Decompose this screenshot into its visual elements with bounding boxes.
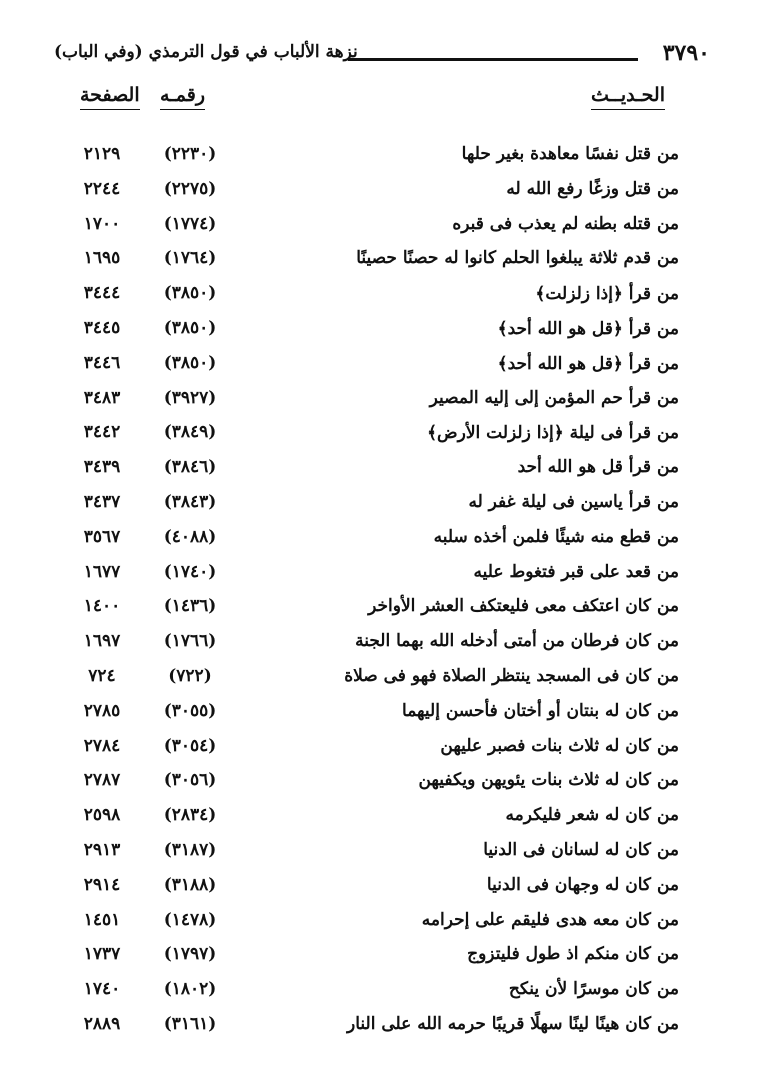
hadith-text: من كان هينًا لينًا سهلًا قريبًا حرمه الله على النار [347,1013,679,1034]
hadith-text: من قرأ ﴿إذا زلزلت﴾ [535,284,679,305]
hadith-text: من كان له وجهان فى الدنيا [486,874,679,895]
hadith-number: (٤٠٨٨) [163,526,217,547]
hadith-number: (٣١٨٨) [163,874,217,895]
hadith-text: من كان له ثلاث بنات فصبر عليهن [440,735,679,756]
index-entry [0,490,757,525]
page-reference: ٢٩١٣ [83,839,121,860]
hadith-text: من قدم ثلاثة يبلغوا الحلم كانوا له حصنًا حصينًا [356,248,679,269]
index-entry [0,873,757,908]
hadith-text: من قتل وزغًا رفع الله له [506,178,679,199]
header-rule [348,58,638,61]
index-entry [0,455,757,490]
hadith-number: (٢٨٣٤) [163,805,217,826]
hadith-number: (٧٢٢) [168,665,212,686]
hadith-number: (٢٢٣٠) [163,144,217,164]
index-entry [0,142,757,177]
index-entry [0,246,757,281]
page-reference: ٣٤٤٦ [83,352,121,373]
hadith-text: من قطع منه شيئًا فلمن أخذه سلبه [433,526,679,547]
hadith-number: (١٧٦٤) [163,248,217,269]
page-reference: ٣٤٤٢ [83,422,121,443]
hadith-text: من قرأ ﴿قل هو الله أحد﴾ [497,318,679,339]
hadith-number: (٣٨٤٣) [163,491,217,512]
index-entry [0,386,757,421]
hadith-number: (٣٨٥٠) [163,283,217,304]
page-reference: ٧٢٤ [88,665,116,686]
page-reference: ١٧٠٠ [83,213,121,234]
column-heading-number: رقمـه [160,84,205,110]
hadith-number: (٣٨٤٦) [163,457,217,478]
index-entry [0,908,757,943]
hadith-text: من قعد على قبر فتغوط عليه [473,561,679,582]
page-reference: ٢٥٩٨ [83,805,121,826]
index-entry [0,420,757,455]
hadith-number: (٣٨٥٠) [163,317,217,338]
hadith-number: (٣٩٢٧) [163,387,217,408]
index-entry [0,560,757,595]
page-reference: ٢٢٤٤ [83,178,121,199]
book-title: نزهة الألباب في قول الترمذي (وفي الباب) [54,42,358,62]
hadith-text: من كان موسرًا لأن ينكح [508,979,679,1000]
hadith-number: (٣٠٥٤) [163,735,217,756]
hadith-number: (١٤٣٦) [163,596,217,617]
hadith-text: من كان اعتكف معى فليعتكف العشر الأواخر [368,596,679,617]
index-entry [0,768,757,803]
hadith-number: (٣٠٥٥) [163,700,217,721]
page-reference: ٢٨٨٩ [83,1013,121,1034]
hadith-text: من قرأ ياسين فى ليلة غفر له [468,491,679,512]
hadith-number: (١٧٧٤) [163,213,217,234]
page-reference: ٣٤٣٧ [83,491,121,512]
page-reference: ٢٧٨٧ [83,770,121,791]
hadith-number: (٣١٨٧) [163,839,217,860]
hadith-text: من كان فرطان من أمتى أدخله الله بهما الجنة [355,631,679,652]
hadith-text: من قتله بطنه لم يعذب فى قبره [452,213,679,234]
index-entry [0,803,757,838]
page-reference: ٣٥٦٧ [83,526,121,547]
hadith-number: (١٧٤٠) [163,561,217,582]
page-reference: ١٦٧٧ [83,561,121,582]
page-reference: ١٦٩٥ [83,248,121,269]
index-entry [0,525,757,560]
running-header [40,40,710,74]
index-entry [0,629,757,664]
index-entry [0,281,757,316]
index-entries [0,142,757,1047]
page-reference: ١٤٠٠ [83,596,121,617]
hadith-number: (٣٨٥٠) [163,352,217,373]
hadith-text: من قرأ ﴿قل هو الله أحد﴾ [497,353,679,374]
hadith-text: من كان له ثلاث بنات يئويهن ويكفيهن [418,770,679,791]
hadith-text: من كان له لسانان فى الدنيا [483,839,679,860]
index-entry [0,212,757,247]
page-reference: ٣٤٨٣ [83,387,121,408]
hadith-number: (٢٢٧٥) [163,178,217,199]
page-reference: ١٧٤٠ [83,979,121,1000]
page-reference: ٢٧٨٥ [83,700,121,721]
index-entry [0,177,757,212]
hadith-text: من كان منكم اذ طول فليتزوج [467,944,679,965]
hadith-text: من كان له شعر فليكرمه [505,805,679,826]
page-reference: ٢١٢٩ [83,144,121,164]
index-entry [0,942,757,977]
page-reference: ١٧٣٧ [83,944,121,965]
index-entry [0,594,757,629]
hadith-text: من كان معه هدى فليقم على إحرامه [421,909,679,930]
hadith-number: (١٧٩٧) [163,944,217,965]
page-number: ٣٧٩٠ [662,40,710,66]
page-reference: ٣٤٤٥ [83,317,121,338]
index-entry [0,351,757,386]
hadith-number: (١٤٧٨) [163,909,217,930]
hadith-number: (٣٠٥٦) [163,770,217,791]
index-entry [0,734,757,769]
hadith-text: من كان له بنتان أو أختان فأحسن إليهما [402,700,679,721]
index-entry [0,664,757,699]
page-reference: ٢٧٨٤ [83,735,121,756]
index-entry [0,838,757,873]
index-entry [0,1012,757,1047]
column-heading-hadith: الحـديــث [591,84,665,110]
page-reference: ١٤٥١ [83,909,121,930]
index-entry [0,699,757,734]
hadith-number: (٣١٦١) [163,1013,217,1034]
hadith-number: (١٨٠٢) [163,979,217,1000]
page-reference: ١٦٩٧ [83,631,121,652]
column-heading-page: الصفحة [80,84,140,110]
page-reference: ٣٤٤٤ [83,283,121,304]
page-reference: ٢٩١٤ [83,874,121,895]
hadith-text: من كان فى المسجد ينتظر الصلاة فهو فى صلاة [344,665,679,686]
page-reference: ٣٤٣٩ [83,457,121,478]
hadith-text: من قرأ فى ليلة ﴿إذا زلزلت الأرض﴾ [427,423,679,444]
hadith-number: (١٧٦٦) [163,631,217,652]
hadith-number: (٣٨٤٩) [163,422,217,443]
hadith-text: من قرأ قل هو الله أحد [517,457,679,478]
hadith-text: من قرأ حم المؤمن إلى إليه المصير [429,387,679,408]
hadith-text: من قتل نفسًا معاهدة بغير حلها [461,144,679,164]
index-entry [0,316,757,351]
index-entry [0,977,757,1012]
